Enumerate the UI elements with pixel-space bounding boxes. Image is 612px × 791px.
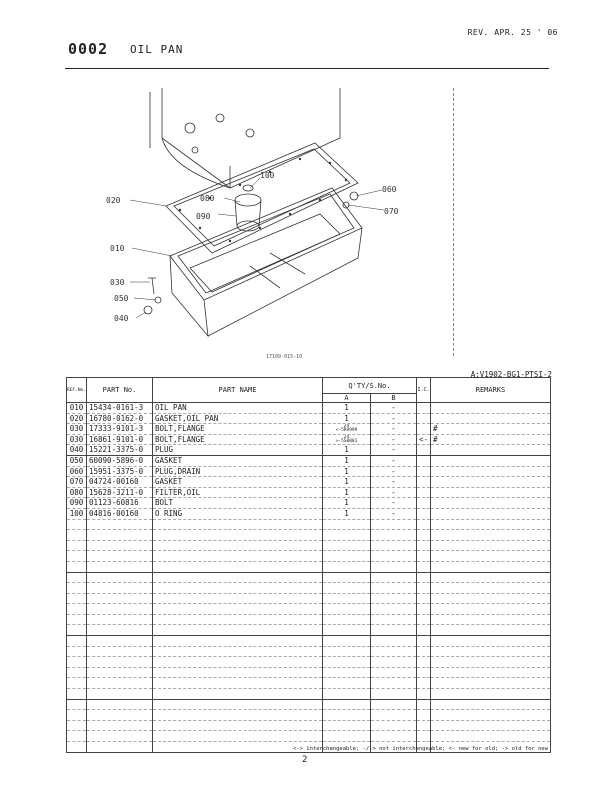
- figure-callouts: [106, 171, 399, 323]
- figure-divider: [453, 88, 454, 356]
- table-row-empty: [67, 657, 551, 668]
- section-title: OIL PAN: [130, 43, 184, 56]
- publication-code: A:V1902-BG1-PTSI-2: [470, 370, 552, 379]
- header-qty: Q'TY/S.No.: [323, 378, 417, 394]
- page-number: 2: [302, 755, 308, 765]
- callout-040: 040: [114, 314, 129, 323]
- table-row-empty: [67, 583, 551, 594]
- table-row-empty: [67, 636, 551, 647]
- header-remarks: REMARKS: [431, 378, 551, 403]
- header-ref-no: REF.No.: [67, 378, 87, 403]
- parts-table: [66, 377, 551, 753]
- callout-080: 080: [200, 194, 215, 203]
- revision-date: REV. APR. 25 ' 06: [467, 28, 558, 37]
- callout-020: 020: [106, 196, 121, 205]
- callout-100: 100: [260, 171, 275, 180]
- table-row: 030 16861-9101-0 BOLT,FLANGE 24 >-5S0001 - <- #: [67, 434, 551, 445]
- table-row: 080 15628-3211-0 FILTER,OIL 1 -: [67, 487, 551, 498]
- table-row-empty: [67, 720, 551, 731]
- header-part-name: PART NAME: [153, 378, 323, 403]
- table-row: 050 60090-5896-0 GASKET 1 -: [67, 455, 551, 466]
- table-row: 070 04724-00160 GASKET 1 -: [67, 477, 551, 488]
- table-row: 030 17333-9101-3 BOLT,FLANGE 24 <-5R9999 - #: [67, 424, 551, 435]
- oil-pan-exploded-diagram: [100, 88, 400, 350]
- callout-090: 090: [196, 212, 211, 221]
- interchangeability-legend: <-> interchangeable; -/-> not interchangeable; <- new for old; -> old for new: [293, 746, 548, 752]
- table-row-empty: [67, 561, 551, 572]
- callout-010: 010: [110, 244, 125, 253]
- table-row-empty: [67, 540, 551, 551]
- table-row-empty: [67, 519, 551, 530]
- callout-050: 050: [114, 294, 129, 303]
- table-row: 040 15221-3375-0 PLUG 1 -: [67, 445, 551, 456]
- table-row-empty: [67, 678, 551, 689]
- table-row-empty: [67, 593, 551, 604]
- callout-030: 030: [110, 278, 125, 287]
- header-ic: I.C.: [417, 378, 431, 403]
- table-row-empty: [67, 625, 551, 636]
- section-code: 0002: [68, 40, 109, 58]
- table-row: 020 16780-0162-0 GASKET,OIL PAN 1 -: [67, 413, 551, 424]
- table-row-empty: [67, 646, 551, 657]
- figure-reference: 17109-015-10: [266, 354, 303, 360]
- table-row: 060 15951-3375-0 PLUG,DRAIN 1 -: [67, 466, 551, 477]
- table-row-empty: [67, 667, 551, 678]
- callout-060: 060: [382, 185, 397, 194]
- callout-070: 070: [384, 207, 399, 216]
- table-row-empty: [67, 604, 551, 615]
- table-row-empty: [67, 689, 551, 700]
- table-row-empty: [67, 699, 551, 710]
- header-part-no: PART No.: [87, 378, 153, 403]
- header-qty-b: B: [371, 394, 417, 403]
- table-row-empty: [67, 572, 551, 583]
- table-row-empty: [67, 551, 551, 562]
- table-row: 090 01123-60816 BOLT 1 -: [67, 498, 551, 509]
- table-row-empty: [67, 530, 551, 541]
- table-row-empty: [67, 614, 551, 625]
- header-qty-a: A: [323, 394, 371, 403]
- header-rule: [65, 68, 549, 69]
- table-row: 100 04816-00160 O RING 1 -: [67, 508, 551, 519]
- table-row: 010 15434-0161-3 OIL PAN 1 -: [67, 403, 551, 414]
- table-row-empty: [67, 731, 551, 742]
- table-row-empty: [67, 710, 551, 721]
